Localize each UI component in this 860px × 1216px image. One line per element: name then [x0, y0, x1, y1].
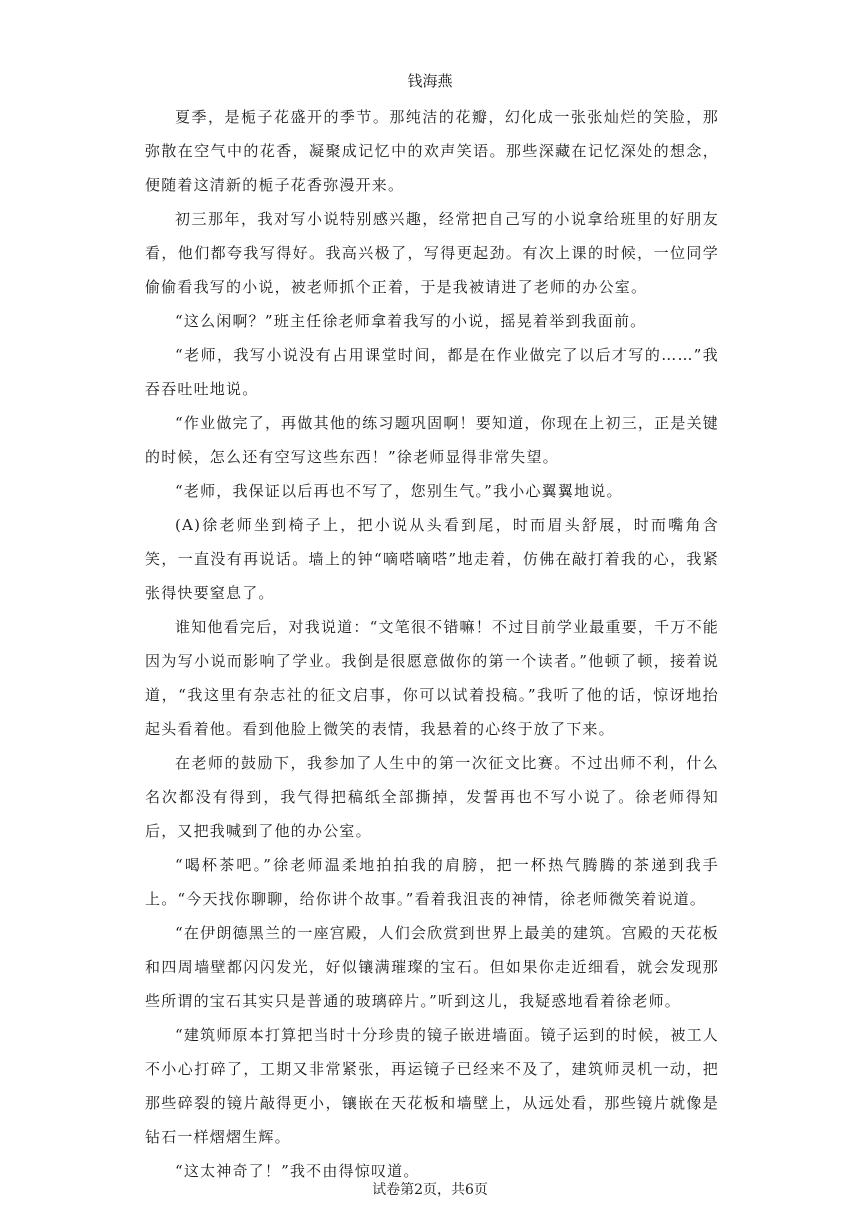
paragraph: 夏季，是栀子花盛开的季节。那纯洁的花瓣，幻化成一张张灿烂的笑脸，那弥散在空气中的花香，凝聚成记忆中的欢声笑语。那些深藏在记忆深处的想念，便随着这清新的栀子花香弥漫开来。: [145, 108, 719, 194]
paragraph: “作业做完了，再做其他的练习题巩固啊！要知道，你现在上初三，正是关键的时候，怎么还有空写这些东西！”徐老师显得非常失望。: [145, 414, 719, 466]
paragraph: “老师，我保证以后再也不写了，您别生气。”我小心翼翼地说。: [175, 482, 623, 500]
paragraph: (A)徐老师坐到椅子上，把小说从头看到尾，时而眉头舒展，时而嘴角含笑，一直没有再说话。墙上的钟“嘀嗒嘀嗒”地走着，仿佛在敲打着我的心，我紧张得快要窒息了。: [145, 516, 719, 602]
paragraph: “这太神奇了！”我不由得惊叹道。: [175, 1162, 420, 1180]
paragraph: “建筑师原本打算把当时十分珍贵的镜子嵌进墙面。镜子运到的时候，被工人不小心打碎了，工期又非常紧张，再运镜子已经来不及了，建筑师灵机一动，把那些碎裂的镜片敲得更小，镶嵌在天花板和墙壁上，从远处看，那些镜片就像是钻石一样熠熠生辉。: [145, 1026, 719, 1146]
paragraph: 谁知他看完后，对我说道：“文笔很不错嘛！不过目前学业最重要，千万不能因为写小说而影响了学业。我倒是很愿意做你的第一个读者。”他顿了顿，接着说道，“我这里有杂志社的征文启事，你可以试着投稿。”我听了他的话，惊讶地抬起头看着他。看到他脸上微笑的表情，我悬着的心终于放了下来。: [145, 618, 719, 738]
paragraph: “在伊朗德黑兰的一座宫殿，人们会欣赏到世界上最美的建筑。宫殿的天花板和四周墙壁都闪闪发光，好似镶满璀璨的宝石。但如果你走近细看，就会发现那些所谓的宝石其实只是普通的玻璃碎片。”听到这儿，我疑惑地看着徐老师。: [145, 924, 719, 1010]
paragraph: “老师，我写小说没有占用课堂时间，都是在作业做完了以后才写的……”我吞吞吐吐地说。: [145, 346, 719, 398]
author-name: 钱海燕: [407, 72, 453, 90]
page-footer: 试卷第2页，共6页: [372, 1182, 488, 1198]
article-body: [145, 100, 719, 1188]
paragraph: 初三那年，我对写小说特别感兴趣，经常把自己写的小说拿给班里的好朋友看，他们都夸我写得好。我高兴极了，写得更起劲。有次上课的时候，一位同学偷偷看我写的小说，被老师抓个正着，于是我被请进了老师的办公室。: [145, 210, 719, 296]
paragraph: “喝杯茶吧。”徐老师温柔地拍拍我的肩膀，把一杯热气腾腾的茶递到我手上。“今天找你聊聊，给你讲个故事。”看着我沮丧的神情，徐老师微笑着说道。: [145, 856, 719, 908]
paragraph: “这么闲啊？”班主任徐老师拿着我写的小说，摇晃着举到我面前。: [175, 312, 647, 330]
paragraph: 在老师的鼓励下，我参加了人生中的第一次征文比赛。不过出师不利，什么名次都没有得到，我气得把稿纸全部撕掉，发誓再也不写小说了。徐老师得知后，又把我喊到了他的办公室。: [145, 754, 719, 840]
